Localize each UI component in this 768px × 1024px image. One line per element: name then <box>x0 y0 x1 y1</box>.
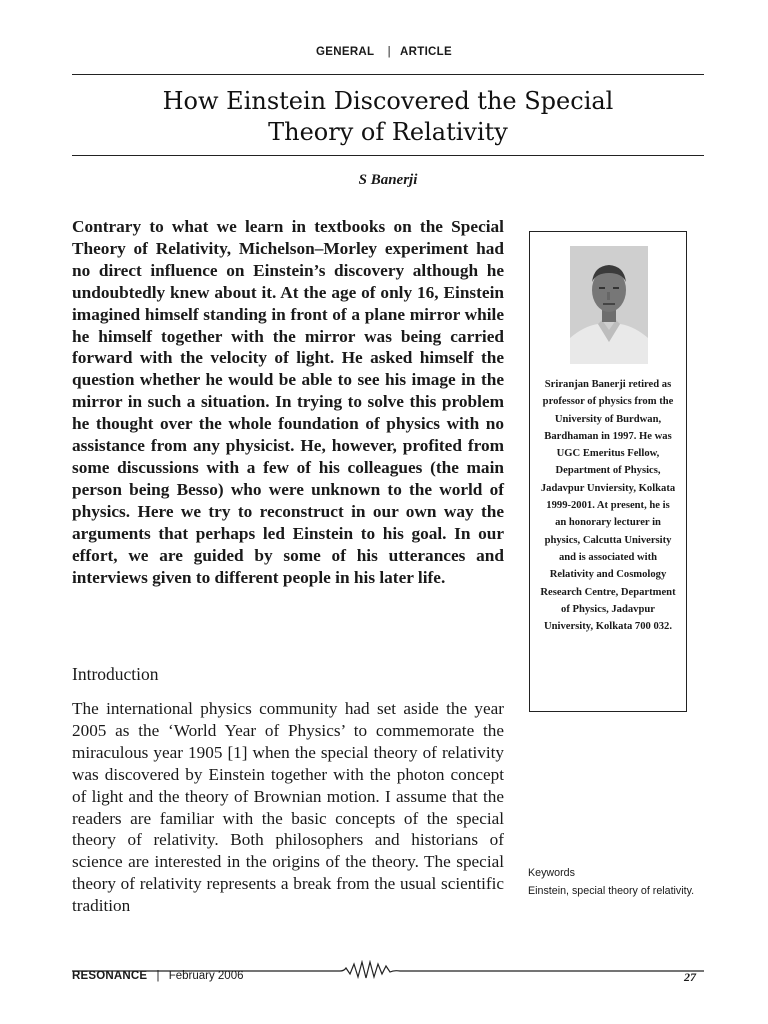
author-name: S Banerji <box>358 172 418 188</box>
body-paragraph: The international physics community had set aside the year 2005 as the ‘World Year of Physics’ to commemorate the miraculous year 1905 [1] when the special theory of relativity was discovered by Einstein together with the photon concept of light and the theory of Brownian motion. I assume that the readers are familiar with the basic concepts of the special theory of relativity. Both philosophers and historians of science are interested in the origins of the theory. The special theory of relativity represents a break from the usual scientific tradition <box>72 699 504 916</box>
title-line-2: Theory of Relativity <box>268 118 508 146</box>
keywords-label: Keywords <box>528 867 575 879</box>
footer-left <box>72 970 243 982</box>
header-type: ARTICLE <box>400 46 452 58</box>
abstract: Contrary to what we learn in textbooks on the Special Theory of Relativity, Michelson–Morley experiment had no direct influence on Einstein’s discovery although he undoubtedly knew about it. At the age of only 16, Einstein imagined himself standing in front of a plane mirror while he himself together with the mirror was being carried forward with the velocity of light. He asked himself the question whether he would be able to see his image in the mirror in such a situation. In trying to solve this problem he thought over the whole foundation of physics with no assistance from any physicist. He, however, profited from some discussions with a few of his colleagues (the main person being Besso) who were unknown to the world of physics. Here we try to reconstruct in our own way the arguments that perhaps led Einstein to his goal. In our effort, we are guided by some of his utterances and interviews given to different people in his later life. <box>72 217 504 587</box>
author-bio-text: Sriranjan Banerji retired as professor of physics from the University of Burdwan, Bardhaman in 1997. He was UGC Emeritus Fellow, Department of Physics, Jadavpur Unviersity, Kolkata 1999-2001. At present, he is an honorary lecturer in physics, Calcutta University and is associated with Relativity and Cosmology Research Centre, Department of Physics, Jadavpur University, Kolkata 700 032. <box>540 379 676 633</box>
running-header <box>0 46 768 58</box>
issue-date: February 2006 <box>168 970 244 982</box>
section-heading: Introduction <box>72 664 159 684</box>
title-line-1: How Einstein Discovered the Special <box>162 87 614 115</box>
journal-name: RESONANCE <box>72 970 148 982</box>
keywords-box <box>528 864 706 900</box>
header-separator: | <box>387 46 391 58</box>
top-rule <box>72 74 704 75</box>
title-rule <box>72 155 704 156</box>
footer-separator: | <box>156 970 160 982</box>
keywords-text: Einstein, special theory of relativity. <box>528 885 695 897</box>
author-bio-box <box>529 231 687 712</box>
header-section: GENERAL <box>316 46 375 58</box>
page-number: 27 <box>684 970 696 984</box>
article-title <box>72 86 704 148</box>
author-photo <box>570 246 648 364</box>
